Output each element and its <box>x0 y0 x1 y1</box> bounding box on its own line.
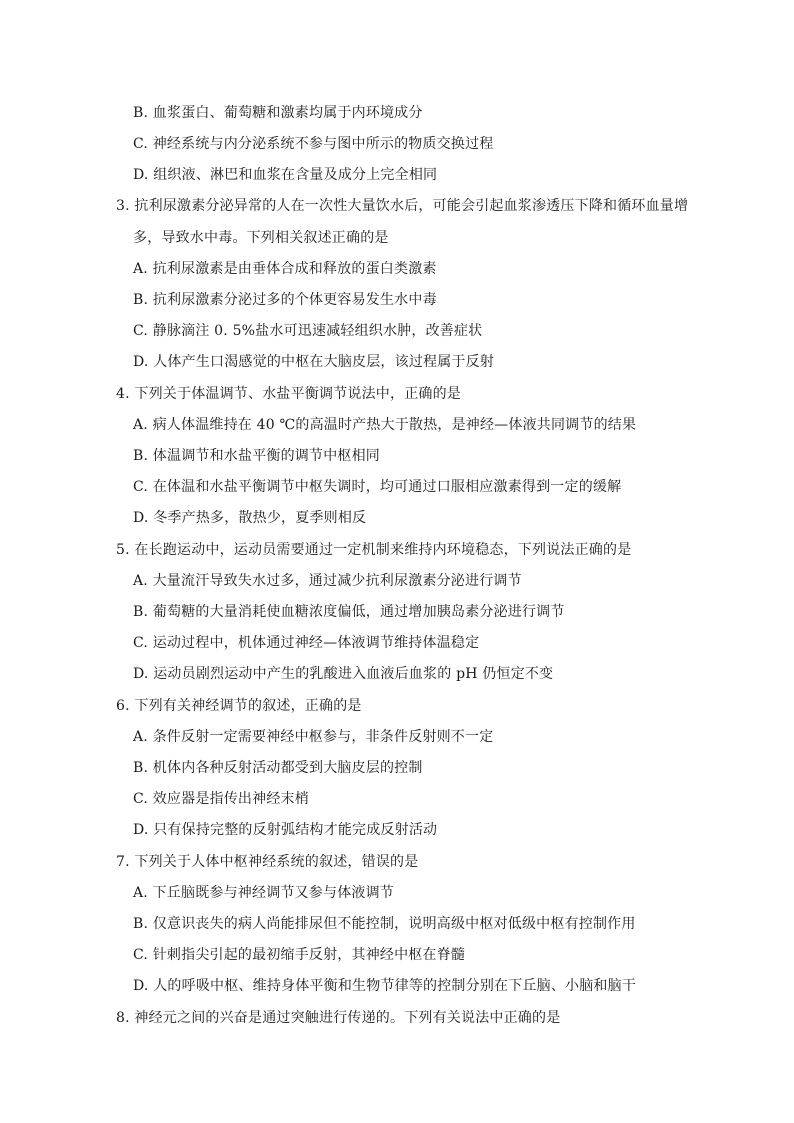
option-line: A. 病人体温维持在 40 ℃的高温时产热大于散热，是神经—体液共同调节的结果 <box>133 417 637 433</box>
question-line: 7. 下列关于人体中枢神经系统的叙述，错误的是 <box>116 854 419 870</box>
option-line: D. 人体产生口渴感觉的中枢在大脑皮层，该过程属于反射 <box>133 354 495 370</box>
question-line: 6. 下列有关神经调节的叙述，正确的是 <box>116 698 362 714</box>
question-line-continued: 多，导致水中毒。下列相关叙述正确的是 <box>133 230 389 246</box>
option-line: B. 机体内各种反射活动都受到大脑皮层的控制 <box>133 760 423 776</box>
option-line: A. 下丘脑既参与神经调节又参与体液调节 <box>133 885 395 901</box>
question-line: 5. 在长跑运动中，运动员需要通过一定机制来维持内环境稳态，下列说法正确的是 <box>116 542 632 558</box>
option-line: A. 抗利尿激素是由垂体合成和释放的蛋白类激素 <box>133 261 437 277</box>
option-line: D. 运动员剧烈运动中产生的乳酸进入血液后血浆的 pH 仍恒定不变 <box>133 666 554 682</box>
option-line: A. 条件反射一定需要神经中枢参与，非条件反射则不一定 <box>133 729 494 745</box>
question-line: 3. 抗利尿激素分泌异常的人在一次性大量饮水后，可能会引起血浆渗透压下降和循环血量增 <box>116 198 689 214</box>
option-line: C. 针刺指尖引起的最初缩手反射，其神经中枢在脊髓 <box>133 947 466 963</box>
option-line: C. 静脉滴注 0. 5%盐水可迅速减轻组织水肿，改善症状 <box>133 323 483 339</box>
option-line: C. 神经系统与内分泌系统不参与图中所示的物质交换过程 <box>133 136 494 152</box>
option-line: D. 只有保持完整的反射弧结构才能完成反射活动 <box>133 822 438 838</box>
question-line: 4. 下列关于体温调节、水盐平衡调节说法中，正确的是 <box>116 386 462 402</box>
option-line: C. 效应器是指传出神经末梢 <box>133 791 309 807</box>
option-line: B. 血浆蛋白、葡萄糖和激素均属于内环境成分 <box>133 105 423 121</box>
option-line: B. 体温调节和水盐平衡的调节中枢相同 <box>133 448 380 464</box>
option-line: B. 仅意识丧失的病人尚能排尿但不能控制，说明高级中枢对低级中枢有控制作用 <box>133 916 636 932</box>
option-line: D. 组织液、淋巴和血浆在含量及成分上完全相同 <box>133 167 438 183</box>
option-line: D. 人的呼吸中枢、维持身体平衡和生物节律等的控制分别在下丘脑、小脑和脑干 <box>133 978 637 994</box>
option-line: B. 葡萄糖的大量消耗使血糖浓度偏低，通过增加胰岛素分泌进行调节 <box>133 604 565 620</box>
option-line: A. 大量流汗导致失水过多，通过减少抗利尿激素分泌进行调节 <box>133 573 522 589</box>
option-line: D. 冬季产热多，散热少，夏季则相反 <box>133 510 367 526</box>
option-line: C. 在体温和水盐平衡调节中枢失调时，均可通过口服相应激素得到一定的缓解 <box>133 479 622 495</box>
option-line: C. 运动过程中，机体通过神经—体液调节维持体温稳定 <box>133 635 480 651</box>
option-line: B. 抗利尿激素分泌过多的个体更容易发生水中毒 <box>133 292 437 308</box>
question-line: 8. 神经元之间的兴奋是通过突触进行传递的。下列有关说法中正确的是 <box>116 1010 561 1026</box>
